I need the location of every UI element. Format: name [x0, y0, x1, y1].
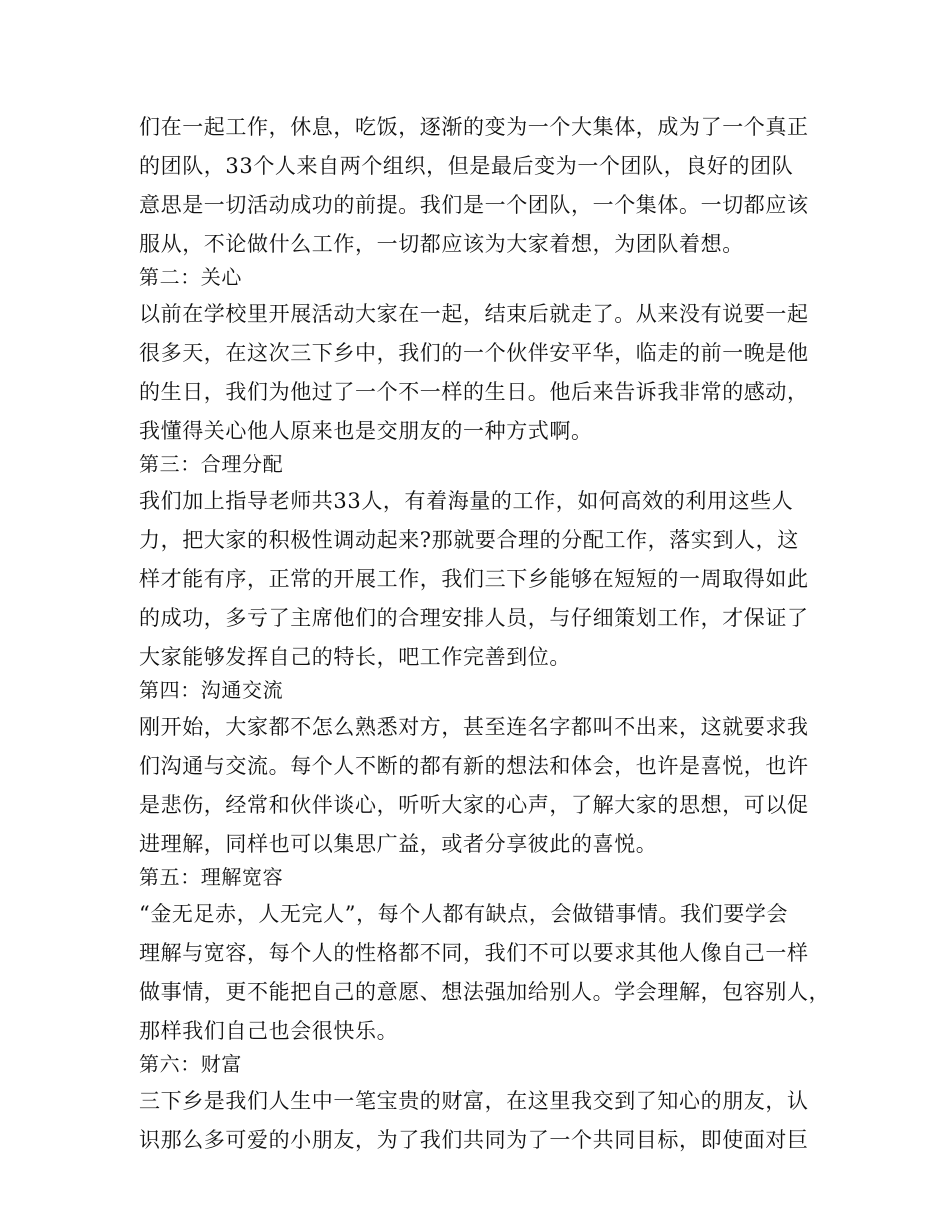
text-line: 样才能有序，正常的开展工作，我们三下乡能够在短短的一周取得如此 — [139, 567, 809, 591]
section-heading-wealth: 第六：财富 — [139, 1052, 242, 1076]
section-heading-care: 第二：关心 — [139, 265, 242, 289]
paragraph-wealth — [139, 1082, 829, 1160]
text-line: 以前在学校里开展活动大家在一起，结束后就走了。从来没有说要一起 — [139, 302, 809, 326]
text-line: 们沟通与交流。每个人不断的都有新的想法和体会，也许是喜悦，也许 — [139, 754, 809, 778]
text-line: 服从，不论做什么工作，一切都应该为大家着想，为团队着想。 — [139, 232, 744, 256]
text-line: 理解与宽容，每个人的性格都不同，我们不可以要求其他人像自己一样 — [139, 941, 809, 965]
text-line: 刚开始，大家都不怎么熟悉对方，甚至连名字都叫不出来，这就要求我 — [139, 715, 809, 739]
document-body — [139, 108, 829, 1160]
paragraph-care — [139, 295, 829, 451]
paragraph-allocation — [139, 482, 829, 677]
text-line: 们在一起工作，休息，吃饭，逐渐的变为一个大集体，成为了一个真正 — [139, 115, 809, 139]
paragraph-teamwork — [139, 108, 829, 264]
text-line: 的团队，33个人来自两个组织，但是最后变为一个团队，良好的团队 — [139, 154, 794, 178]
paragraph-tolerance — [139, 895, 829, 1051]
text-line: 进理解，同样也可以集思广益，或者分享彼此的喜悦。 — [139, 832, 658, 856]
text-line: 我懂得关心他人原来也是交朋友的一种方式啊。 — [139, 419, 593, 443]
text-line: 我们加上指导老师共33人，有着海量的工作，如何高效的利用这些人 — [139, 489, 794, 513]
text-line: 意思是一切活动成功的前提。我们是一个团队，一个集体。一切都应该 — [139, 193, 809, 217]
text-line: 大家能够发挥自己的特长，吧工作完善到位。 — [139, 645, 571, 669]
text-line: 三下乡是我们人生中一笔宝贵的财富，在这里我交到了知心的朋友，认 — [139, 1089, 809, 1113]
section-heading-allocation: 第三：合理分配 — [139, 452, 284, 476]
section-heading-communication: 第四：沟通交流 — [139, 678, 284, 702]
text-line: 的生日，我们为他过了一个不一样的生日。他后来告诉我非常的感动， — [139, 380, 809, 404]
text-line: 力，把大家的积极性调动起来?那就要合理的分配工作，落实到人，这 — [139, 528, 799, 552]
text-line: 那样我们自己也会很快乐。 — [139, 1019, 399, 1043]
text-line: 的成功，多亏了主席他们的合理安排人员，与仔细策划工作，才保证了 — [139, 606, 809, 630]
text-line: 做事情，更不能把自己的意愿、想法强加给别人。学会理解，包容别人， — [139, 980, 831, 1004]
section-heading-tolerance: 第五：理解宽容 — [139, 865, 284, 889]
text-line: 识那么多可爱的小朋友，为了我们共同为了一个共同目标，即使面对巨 — [139, 1128, 809, 1152]
text-line: “金无足赤，人无完人”，每个人都有缺点，会做错事情。我们要学会 — [139, 902, 789, 926]
paragraph-communication — [139, 708, 829, 864]
text-line: 很多天，在这次三下乡中，我们的一个伙伴安平华，临走的前一晚是他 — [139, 341, 809, 365]
text-line: 是悲伤，经常和伙伴谈心，听听大家的心声，了解大家的思想，可以促 — [139, 793, 809, 817]
